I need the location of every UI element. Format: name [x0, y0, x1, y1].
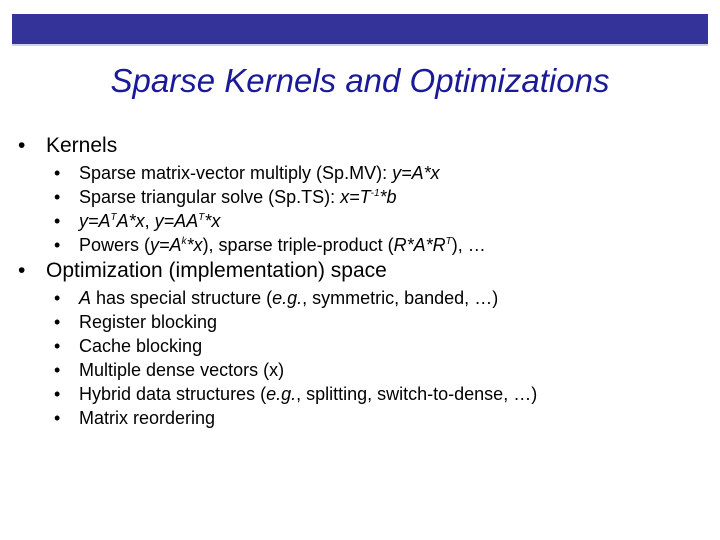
list-item [54, 336, 202, 357]
section-heading-label: Kernels [46, 134, 118, 157]
header-rule [12, 44, 708, 46]
list-item [54, 288, 498, 309]
list-item-text: Multiple dense vectors (x) [79, 360, 285, 380]
header-bar [12, 14, 708, 44]
list-item [54, 187, 397, 208]
section-heading-optimization [18, 259, 387, 283]
bullet: • [54, 360, 61, 380]
bullet: • [54, 288, 61, 308]
slide-title: Sparse Kernels and Optimizations [110, 62, 610, 99]
list-item [54, 163, 440, 184]
bullet: • [54, 336, 61, 356]
list-item-text: Cache blocking [79, 336, 203, 356]
section-heading-label: Optimization (implementation) space [46, 259, 387, 282]
list-item [54, 360, 284, 381]
list-item [54, 384, 537, 405]
list-item-text: Sparse triangular solve (Sp.TS): $x=T^{-1}*b$ [79, 187, 397, 207]
list-item-text: $y=A^TA*x$, $y=AA^T*x$ [79, 211, 221, 231]
bullet: • [18, 134, 26, 157]
list-item [54, 235, 486, 256]
list-item [54, 408, 215, 429]
list-item-text: Powers $(y=A^k*x)$, sparse triple-product $(R*A*R^T)$, … [79, 235, 486, 255]
bullet: • [18, 259, 26, 282]
bullet: • [54, 211, 61, 231]
list-item-text: Sparse matrix-vector multiply (Sp.MV): y=A*x [79, 163, 440, 183]
list-item [54, 312, 217, 333]
list-item-text: Register blocking [79, 312, 218, 332]
bullet: • [54, 408, 61, 428]
bullet: • [54, 187, 61, 207]
list-item-text: Hybrid data structures (e.g., splitting, switch-to-dense, …) [79, 384, 538, 404]
list-item [54, 211, 220, 232]
bullet: • [54, 312, 61, 332]
bullet: • [54, 384, 61, 404]
list-item-text: Matrix reordering [79, 408, 216, 428]
bullet: • [54, 235, 61, 255]
bullet: • [54, 163, 61, 183]
list-item-text: A has special structure (e.g., symmetric, banded, …) [79, 288, 499, 308]
section-heading-kernels [18, 134, 117, 158]
